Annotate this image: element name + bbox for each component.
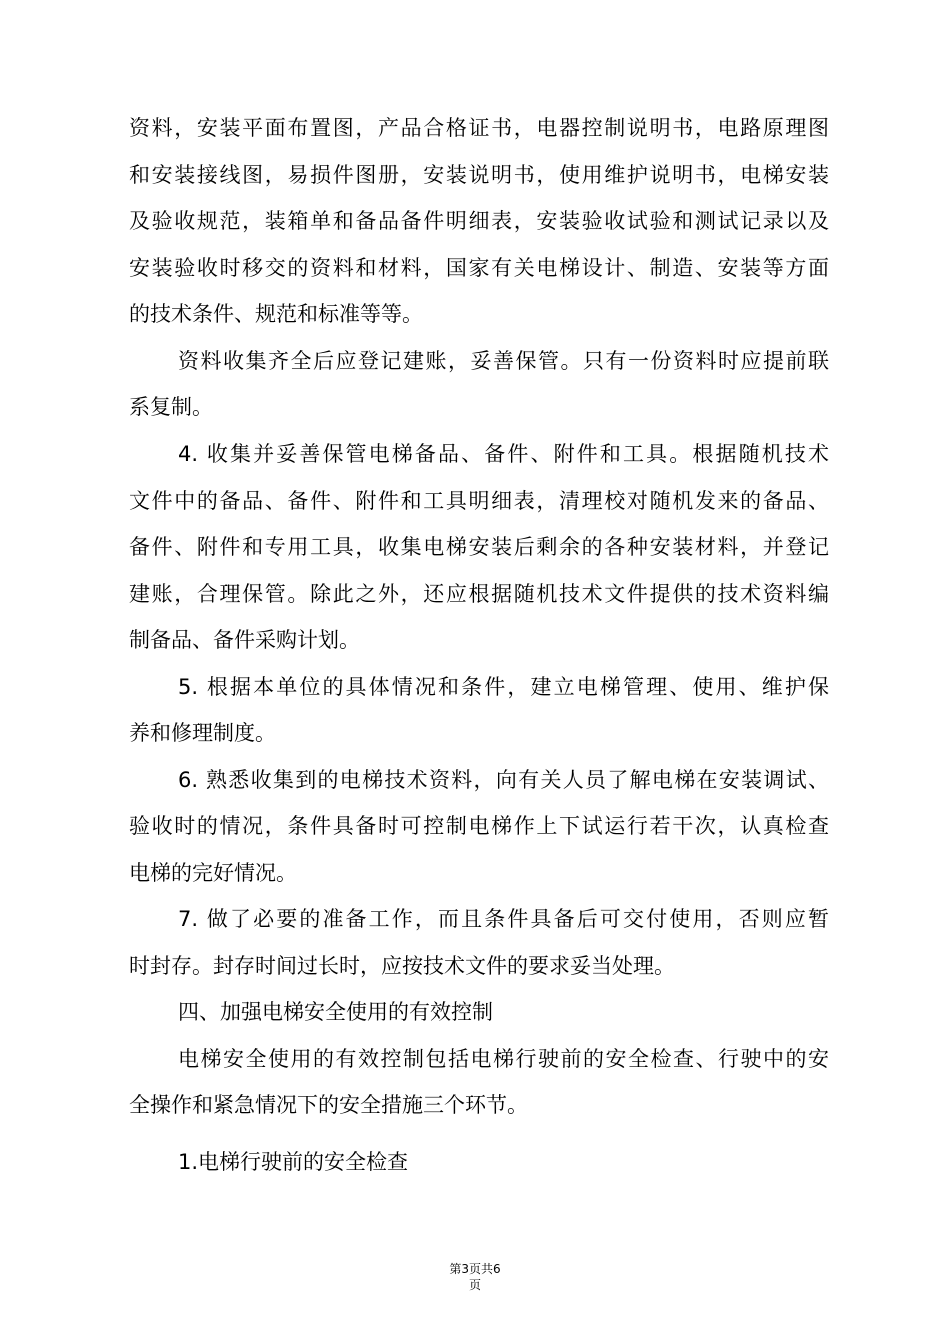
text-line: 全操作和紧急情况下的安全措施三个环节。 [129, 1093, 528, 1117]
section-heading: 四、加强电梯安全使用的有效控制 [178, 1000, 493, 1024]
text-line: 和安装接线图，易损件图册，安装说明书，使用维护说明书，电梯安装 [129, 163, 829, 187]
text-line: 建账，合理保管。除此之外，还应根据随机技术文件提供的技术资料编 [129, 582, 829, 606]
text-line: 5. 根据本单位的具体情况和条件，建立电梯管理、使用、维护保 [178, 675, 829, 699]
text-line: 安装验收时移交的资料和材料，国家有关电梯设计、制造、安装等方面 [129, 256, 829, 280]
text-line: 及验收规范，装箱单和备品备件明细表，安装验收试验和测试记录以及 [129, 209, 829, 233]
text-line: 4. 收集并妥善保管电梯备品、备件、附件和工具。根据随机技术 [178, 442, 829, 466]
text-line: 7. 做了必要的准备工作，而且条件具备后可交付使用，否则应暂 [178, 907, 829, 931]
page-number: 第3页共6 [449, 1262, 501, 1276]
text-line: 6. 熟悉收集到的电梯技术资料，向有关人员了解电梯在安装调试、 [178, 768, 829, 792]
text-line: 资料，安装平面布置图，产品合格证书，电器控制说明书，电路原理图 [129, 116, 829, 140]
text-line: 资料收集齐全后应登记建账，妥善保管。只有一份资料时应提前联 [178, 349, 829, 373]
text-line: 养和修理制度。 [129, 721, 276, 745]
text-line: 备件、附件和专用工具，收集电梯安装后剩余的各种安装材料，并登记 [129, 535, 829, 559]
subsection-heading: 1.电梯行驶前的安全检查 [178, 1150, 409, 1174]
text-line: 制备品、备件采购计划。 [129, 628, 360, 652]
text-line: 验收时的情况，条件具备时可控制电梯作上下试运行若干次，认真检查 [129, 814, 829, 838]
text-line: 系复制。 [129, 395, 213, 419]
text-line: 电梯安全使用的有效控制包括电梯行驶前的安全检查、行驶中的安 [178, 1047, 829, 1071]
text-line: 电梯的完好情况。 [129, 861, 297, 885]
page-number-continued: 页 [468, 1278, 481, 1292]
text-line: 的技术条件、规范和标准等等。 [129, 302, 423, 326]
text-line: 时封存。封存时间过长时，应按技术文件的要求妥当处理。 [129, 954, 675, 978]
text-line: 文件中的备品、备件、附件和工具明细表，清理校对随机发来的备品、 [129, 489, 829, 513]
